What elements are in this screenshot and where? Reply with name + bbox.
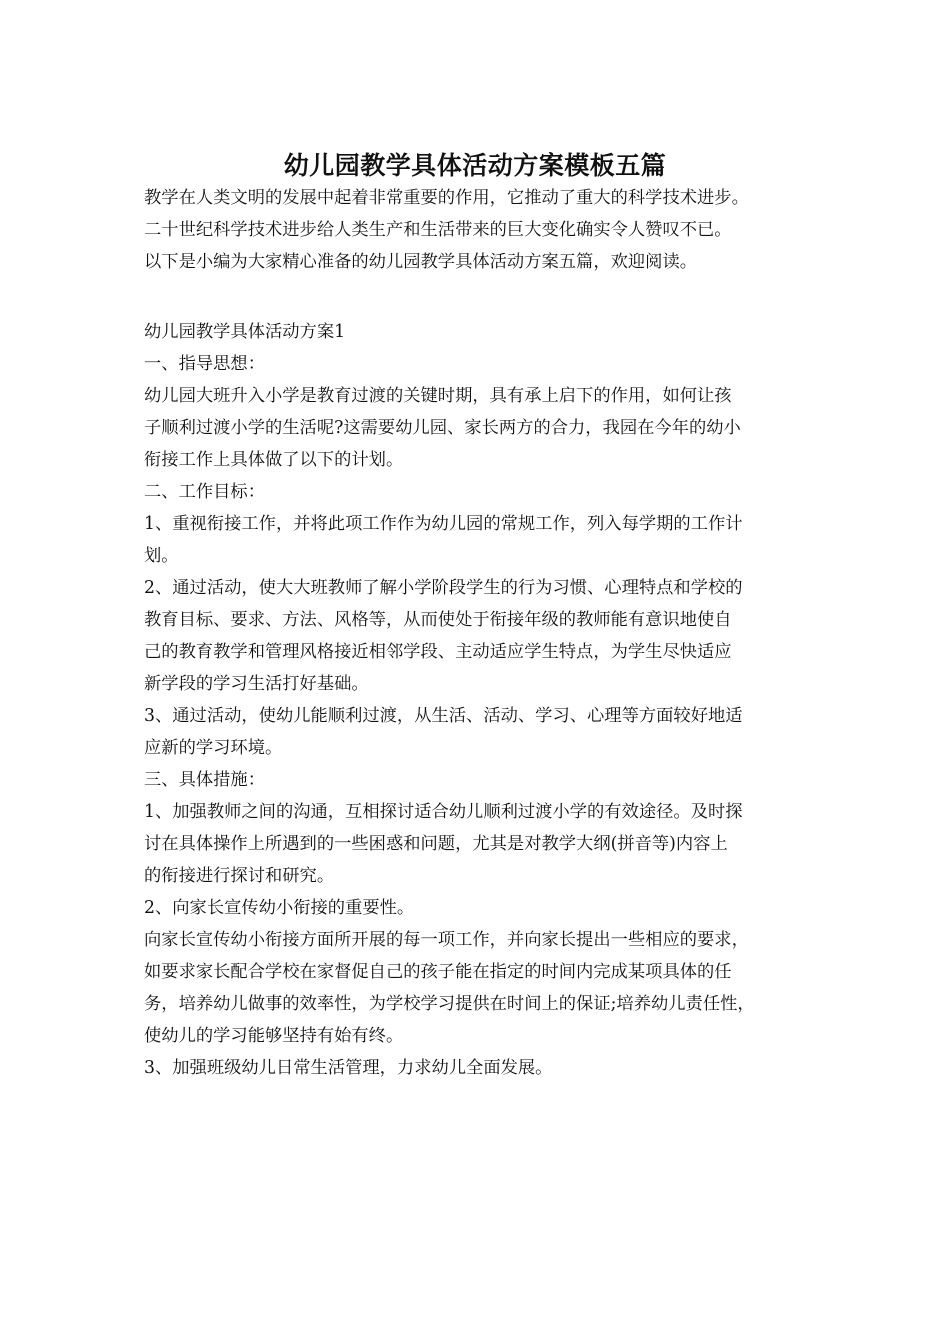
paragraph-line: 新学段的学习生活打好基础。 [144,674,369,694]
section-heading-goals: 二、工作目标： [144,482,265,502]
paragraph-line: 1、加强教师之间的沟通，互相探讨适合幼儿顺利过渡小学的有效途径。及时探 [144,802,743,822]
paragraph-line: 使幼儿的学习能够坚持有始有终。 [144,1026,404,1046]
document-body [144,182,820,1084]
paragraph-line: 教育目标、要求、方法、风格等，从而使处于衔接年级的教师能有意识地使自 [144,610,732,630]
paragraph-line: 己的教育教学和管理风格接近相邻学段、主动适应学生特点，为学生尽快适应 [144,642,732,662]
paragraph-line: 衔接工作上具体做了以下的计划。 [144,450,404,470]
paragraph-line: 的衔接进行探讨和研究。 [144,866,335,886]
paragraph-line: 3、加强班级幼儿日常生活管理，力求幼儿全面发展。 [144,1058,553,1078]
paragraph-line: 2、向家长宣传幼小衔接的重要性。 [144,898,415,918]
section-heading-measures: 三、具体措施： [144,770,265,790]
intro-line: 教学在人类文明的发展中起着非常重要的作用，它推动了重大的科学技术进步。 [144,188,749,208]
paragraph-line: 应新的学习环境。 [144,738,283,758]
paragraph-line: 子顺利过渡小学的生活呢?这需要幼儿园、家长两方的合力，我园在今年的幼小 [144,418,741,438]
intro-line: 二十世纪科学技术进步给人类生产和生活带来的巨大变化确实令人赞叹不已。 [144,220,732,240]
section-spacer [144,278,820,316]
paragraph-line: 2、通过活动，使大大班教师了解小学阶段学生的行为习惯、心理特点和学校的 [144,578,743,598]
paragraph-line: 3、通过活动，使幼儿能顺利过渡，从生活、活动、学习、心理等方面较好地适 [144,706,743,726]
paragraph-line: 向家长宣传幼小衔接方面所开展的每一项工作，并向家长提出一些相应的要求， [144,930,749,950]
section-heading-guiding-ideas: 一、指导思想： [144,354,265,374]
paragraph-line: 讨在具体操作上所遇到的一些困惑和问题，尤其是对教学大纲(拼音等)内容上 [144,834,728,854]
plan-heading: 幼儿园教学具体活动方案1 [144,322,346,342]
paragraph-line: 务，培养幼儿做事的效率性，为学校学习提供在时间上的保证;培养幼儿责任性， [144,994,755,1014]
paragraph-line: 幼儿园大班升入小学是教育过渡的关键时期，具有承上启下的作用，如何让孩 [144,386,732,406]
paragraph-line: 1、重视衔接工作，并将此项工作作为幼儿园的常规工作，列入每学期的工作计 [144,514,743,534]
paragraph-line: 如要求家长配合学校在家督促自己的孩子能在指定的时间内完成某项具体的任 [144,962,732,982]
intro-line: 以下是小编为大家精心准备的幼儿园教学具体活动方案五篇，欢迎阅读。 [144,252,698,272]
document-title: 幼儿园教学具体活动方案模板五篇 [283,150,667,180]
paragraph-line: 划。 [144,546,179,566]
